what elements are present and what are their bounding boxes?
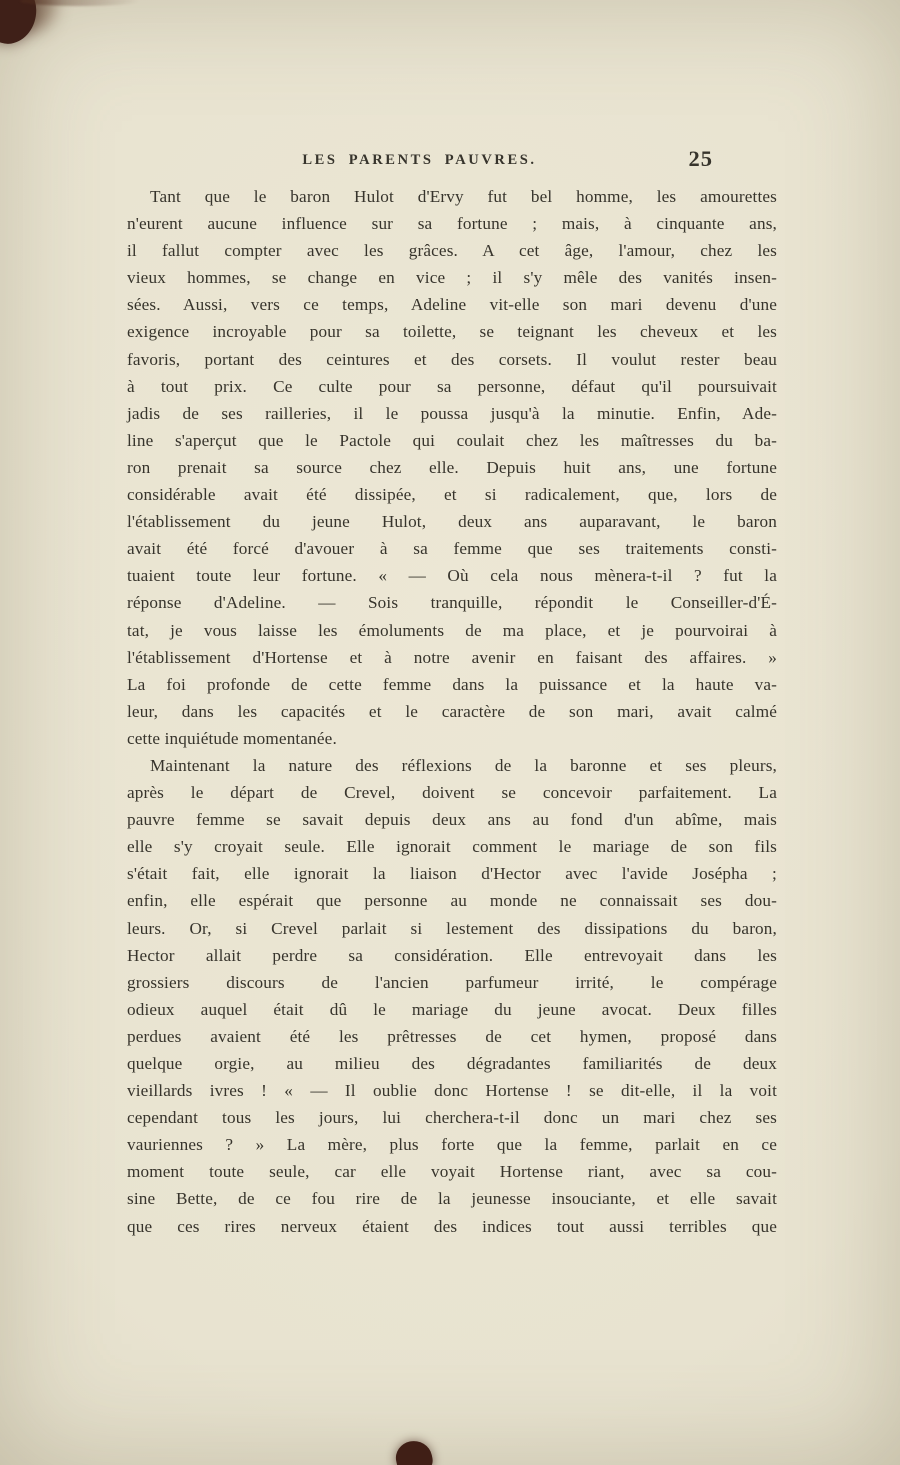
- text-line: réponse d'Adeline. — Sois tranquille, répondit le Conseiller-d'É-: [127, 593, 777, 613]
- text-line: line s'aperçut que le Pactole qui coulait chez les maîtresses du ba-: [127, 430, 777, 450]
- running-title: LES PARENTS PAUVRES.: [302, 152, 537, 168]
- text-line: Hector allait perdre sa considération. Elle entrevoyait dans les: [127, 945, 777, 965]
- text-line: l'établissement d'Hortense et à notre avenir en faisant des affaires. »: [127, 647, 777, 667]
- page-header: [127, 146, 777, 176]
- scan-artifact-top-edge: [20, 0, 140, 6]
- text-line: sées. Aussi, vers ce temps, Adeline vit-elle son mari devenu d'une: [127, 295, 777, 315]
- text-line: que ces rires nerveux étaient des indices tout aussi terribles que: [127, 1216, 777, 1236]
- text-line: perdues avaient été les prêtresses de cet hymen, proposé dans: [127, 1026, 777, 1046]
- text-line: pauvre femme se savait depuis deux ans au fond d'un abîme, mais: [127, 810, 777, 830]
- text-line: cependant tous les jours, lui cherchera-t-il donc un mari chez ses: [127, 1108, 777, 1128]
- text-line: tat, je vous laisse les émoluments de ma place, et je pourvoirai à: [127, 620, 777, 640]
- text-line: ron prenait sa source chez elle. Depuis huit ans, une fortune: [127, 457, 777, 477]
- text-line: Tant que le baron Hulot d'Ervy fut bel homme, les amourettes: [150, 187, 777, 206]
- text-line: considérable avait été dissipée, et si radicalement, que, lors de: [127, 485, 777, 505]
- text-line: grossiers discours de l'ancien parfumeur irrité, le compérage: [127, 972, 777, 992]
- text-line: tuaient toute leur fortune. « — Où cela nous mènera-t-il ? fut la: [127, 566, 777, 586]
- text-line: enfin, elle espérait que personne au monde ne connaissait ses dou-: [127, 891, 777, 911]
- text-line: vauriennes ? » La mère, plus forte que la femme, parlait en ce: [127, 1135, 777, 1155]
- text-line: s'était fait, elle ignorait la liaison d'Hector avec l'avide Josépha ;: [127, 864, 777, 884]
- text-line: La foi profonde de cette femme dans la puissance et la haute va-: [127, 674, 777, 694]
- text-line: il fallut compter avec les grâces. A cet âge, l'amour, chez les: [127, 241, 777, 261]
- text-line: elle s'y croyait seule. Elle ignorait comment le mariage de son fils: [127, 837, 777, 857]
- text-line: quelque orgie, au milieu des dégradantes familiarités de deux: [127, 1054, 777, 1073]
- text-line: exigence incroyable pour sa toilette, se teignant les cheveux et les: [127, 322, 777, 342]
- scan-artifact-bottom-edge: [393, 1438, 435, 1465]
- text-line: jadis de ses railleries, il le poussa jusqu'à la minutie. Enfin, Ade-: [127, 403, 777, 423]
- text-line: n'eurent aucune influence sur sa fortune ; mais, à cinquante ans,: [127, 214, 777, 234]
- text-line: sine Bette, de ce fou rire de la jeunesse insouciante, et elle savait: [127, 1189, 777, 1209]
- text-line: l'établissement du jeune Hulot, deux ans auparavant, le baron: [127, 512, 777, 532]
- text-line: leurs. Or, si Crevel parlait si lestement des dissipations du baron,: [127, 918, 777, 938]
- text-line: moment toute seule, car elle voyait Hortense riant, avec sa cou-: [127, 1162, 777, 1182]
- text-line: vieux hommes, se change en vice ; il s'y mêle des vanités insen-: [127, 268, 777, 288]
- text-line: odieux auquel était dû le mariage du jeune avocat. Deux filles: [127, 999, 777, 1019]
- scan-artifact-top-left-corner: [0, 0, 44, 51]
- text-line: à tout prix. Ce culte pour sa personne, défaut qu'il poursuivait: [127, 376, 777, 396]
- text-line: cette inquiétude momentanée.: [127, 728, 337, 748]
- text-line: vieillards ivres ! « — Il oublie donc Hortense ! se dit-elle, il la voit: [127, 1081, 777, 1101]
- paragraph: [127, 183, 777, 752]
- paragraph: [127, 752, 777, 1240]
- text-line: Maintenant la nature des réflexions de la baronne et ses pleurs,: [150, 755, 777, 775]
- page-number: 25: [688, 146, 713, 171]
- text-line: après le départ de Crevel, doivent se concevoir parfaitement. La: [127, 783, 777, 803]
- text-line: favoris, portant des ceintures et des corsets. Il voulut rester beau: [127, 349, 777, 369]
- text-line: avait été forcé d'avouer à sa femme que ses traitements consti-: [127, 539, 777, 559]
- text-line: leur, dans les capacités et le caractère de son mari, avait calmé: [127, 701, 777, 721]
- page-text-block: [127, 183, 777, 1240]
